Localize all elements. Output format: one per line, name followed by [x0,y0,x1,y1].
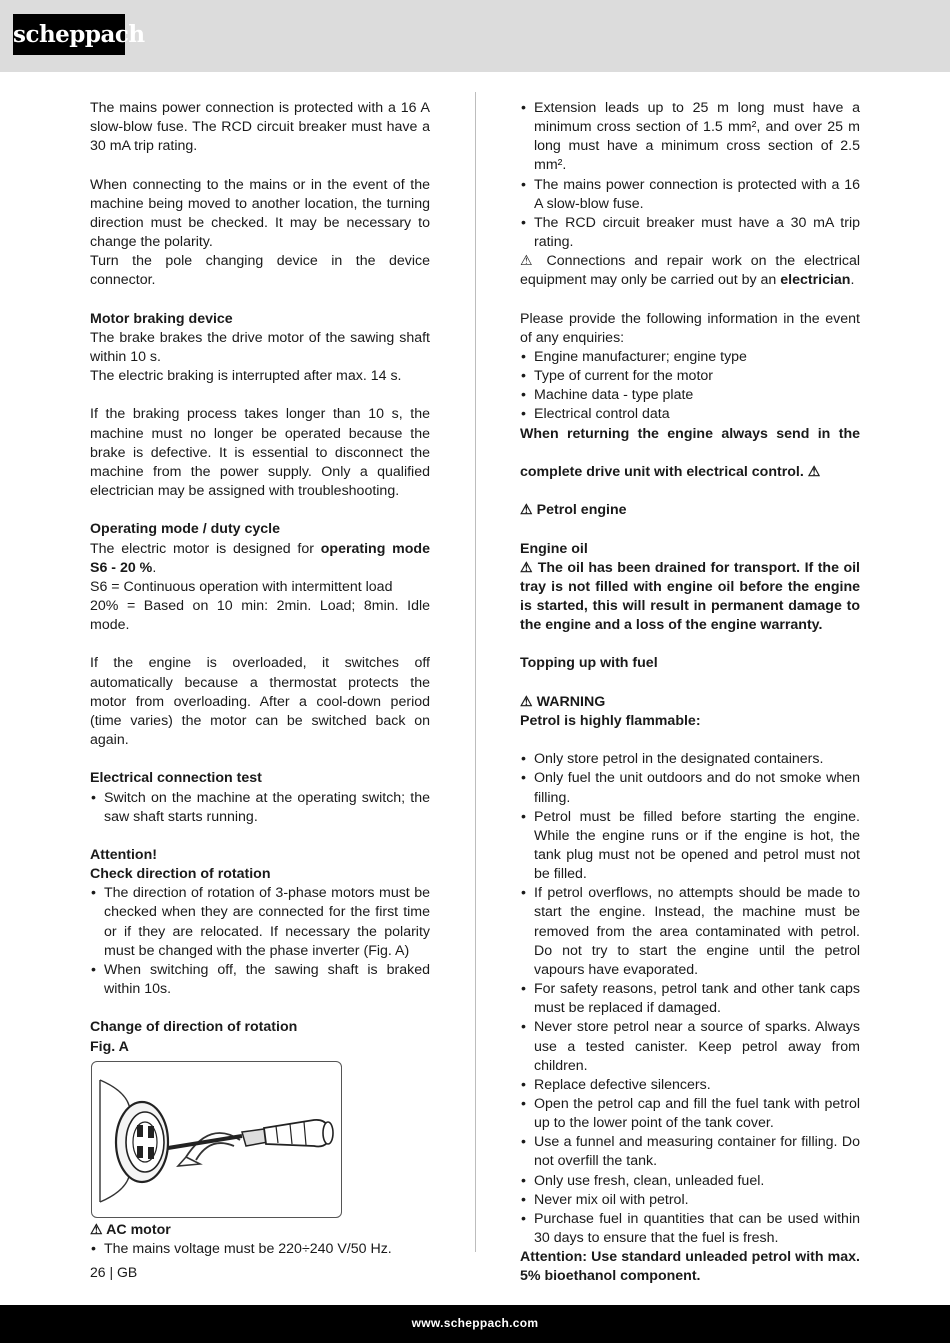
list-item: • Engine manufacturer; engine type [520,348,860,367]
list-item: • Extension leads up to 25 m long must have a minimum cross section of 1.5 mm², and over 25 m long must have a minimum cross section of 2.5 mm². [520,99,860,176]
list-item: • When switching off, the sawing shaft is braked within 10s. [90,961,430,999]
braking-interrupted-paragraph: The electric braking is interrupted after max. 14 s. [90,368,402,385]
footer-url[interactable]: www.scheppach.com [411,1316,539,1330]
connection-test-list [90,789,430,827]
motor-braking-heading: Motor braking device [90,310,233,327]
attention-heading: Attention! [90,846,157,863]
figure-a-illustration [91,1061,342,1218]
duty-definition: 20% = Based on 10 min: 2min. Load; 8min. Idle mode. [90,598,430,634]
enquiries-list [520,348,860,425]
list-item: • For safety reasons, petrol tank and other tank caps must be replaced if damaged. [520,980,860,1018]
list-item: • Never store petrol near a source of sparks. Always use a tested canister. Keep petrol away from children. [520,1018,860,1075]
list-item: • Electrical control data [520,405,860,424]
enquiries-paragraph: Please provide the following information in the event of any enquiries: [520,310,860,346]
oil-warning-paragraph: ⚠ The oil has been drained for transport. If the oil tray is not filled with engine oil before the engine is started, this will result in permanent damage to the engine and a loss of the engine warranty. [520,559,860,634]
operating-mode-heading: Operating mode / duty cycle [90,521,281,538]
list-item: • Use a funnel and measuring container for filling. Do not overfill the tank. [520,1133,860,1171]
fuel-safety-list [520,750,860,1248]
list-item: • Only fuel the unit outdoors and do not smoke when filling. [520,769,860,807]
list-item: • Switch on the machine at the operating switch; the saw shaft starts running. [90,789,430,827]
ac-motor-list [90,1240,430,1259]
list-item: • Never mix oil with petrol. [520,1191,860,1210]
ac-motor-heading: ⚠ AC motor [90,1221,171,1238]
extension-leads-list [520,99,860,252]
fig-a-heading: Fig. A [90,1038,129,1055]
fuse-paragraph: The mains power connection is protected with a 16 A slow-blow fuse. The RCD circuit breaker must have a 30 mA trip rating. [90,100,430,155]
page-footer [0,1305,950,1343]
topping-up-heading: Topping up with fuel [520,655,658,672]
overload-paragraph: If the engine is overloaded, it switches off automatically because a thermostat protects the motor from overloading. After a cool-down period (time varies) the motor can be switched back on again. [90,655,430,749]
check-rotation-list [90,884,430,999]
list-item: • Petrol must be filled before starting the engine. While the engine runs or if the engine is hot, the tank plug must not be opened and petrol must not be filled. [520,808,860,885]
turning-direction-paragraph: When connecting to the mains or in the event of the machine being moved to another location, the turning direction must be checked. It may be necessary to change the polarity. [90,176,430,251]
check-rotation-heading: Check direction of rotation [90,866,271,883]
phase-inverter-screwdriver-icon [92,1062,341,1217]
brake-defective-paragraph: If the braking process takes longer than 10 s, the machine must no longer be operated because the brake is defective. It is essential to disconnect the machine from the power supply. Only a qualified electrician may be assigned with troubleshooting. [90,406,430,500]
list-item: • Open the petrol cap and fill the fuel tank with petrol up to the lower point of the tank cover. [520,1095,860,1133]
page-header [0,0,950,72]
returning-engine-line-2: complete drive unit with electrical control. ⚠ [520,463,821,480]
page-number: 26 | GB [90,1264,138,1280]
engine-oil-heading: Engine oil [520,540,588,557]
brand-logo: scheppach [13,14,125,55]
list-item: • Replace defective silencers. [520,1076,860,1095]
pole-changing-paragraph: Turn the pole changing device in the device connector. [90,253,430,289]
returning-engine-line-1: When returning the engine always send in the [520,425,860,442]
list-item: • Type of current for the motor [520,367,860,386]
right-column [520,99,860,1287]
list-item: • The RCD circuit breaker must have a 30 mA trip rating. [520,214,860,252]
list-item: • The direction of rotation of 3-phase motors must be checked when they are connected for the first time or if they are relocated. If necessary the polarity must be changed with the phase inverter (Fig. A) [90,884,430,961]
petrol-engine-heading: ⚠ Petrol engine [520,502,627,519]
electrician-paragraph: ⚠ Connections and repair work on the electrical equipment may only be carried out by an electrician. [520,253,860,289]
left-column [90,99,430,1259]
list-item: • The mains voltage must be 220÷240 V/50 Hz. [90,1240,430,1259]
connection-test-heading: Electrical connection test [90,770,262,787]
flammable-heading: Petrol is highly flammable: [520,712,701,729]
list-item: • Only store petrol in the designated containers. [520,750,860,769]
list-item: • Only use fresh, clean, unleaded fuel. [520,1172,860,1191]
list-item: • If petrol overflows, no attempts should be made to start the engine. Instead, the machine must be removed from the area contaminated with petrol. Do not try to start the engine until the petrol vapours have evaporated. [520,884,860,980]
list-item: • Machine data - type plate [520,386,860,405]
list-item: • The mains power connection is protected with a 16 A slow-blow fuse. [520,176,860,214]
column-divider [475,92,476,1252]
brake-paragraph: The brake brakes the drive motor of the sawing shaft within 10 s. [90,329,430,365]
unleaded-petrol-attention: Attention: Use standard unleaded petrol with max. 5% bioethanol component. [520,1249,860,1285]
warning-heading: ⚠ WARNING [520,693,606,710]
s6-definition: S6 = Continuous operation with intermittent load [90,578,393,595]
change-rotation-heading: Change of direction of rotation [90,1019,298,1036]
list-item: • Purchase fuel in quantities that can be used within 30 days to ensure that the fuel is fresh. [520,1210,860,1248]
operating-mode-paragraph: The electric motor is designed for operating mode S6 - 20 %. [90,540,430,576]
